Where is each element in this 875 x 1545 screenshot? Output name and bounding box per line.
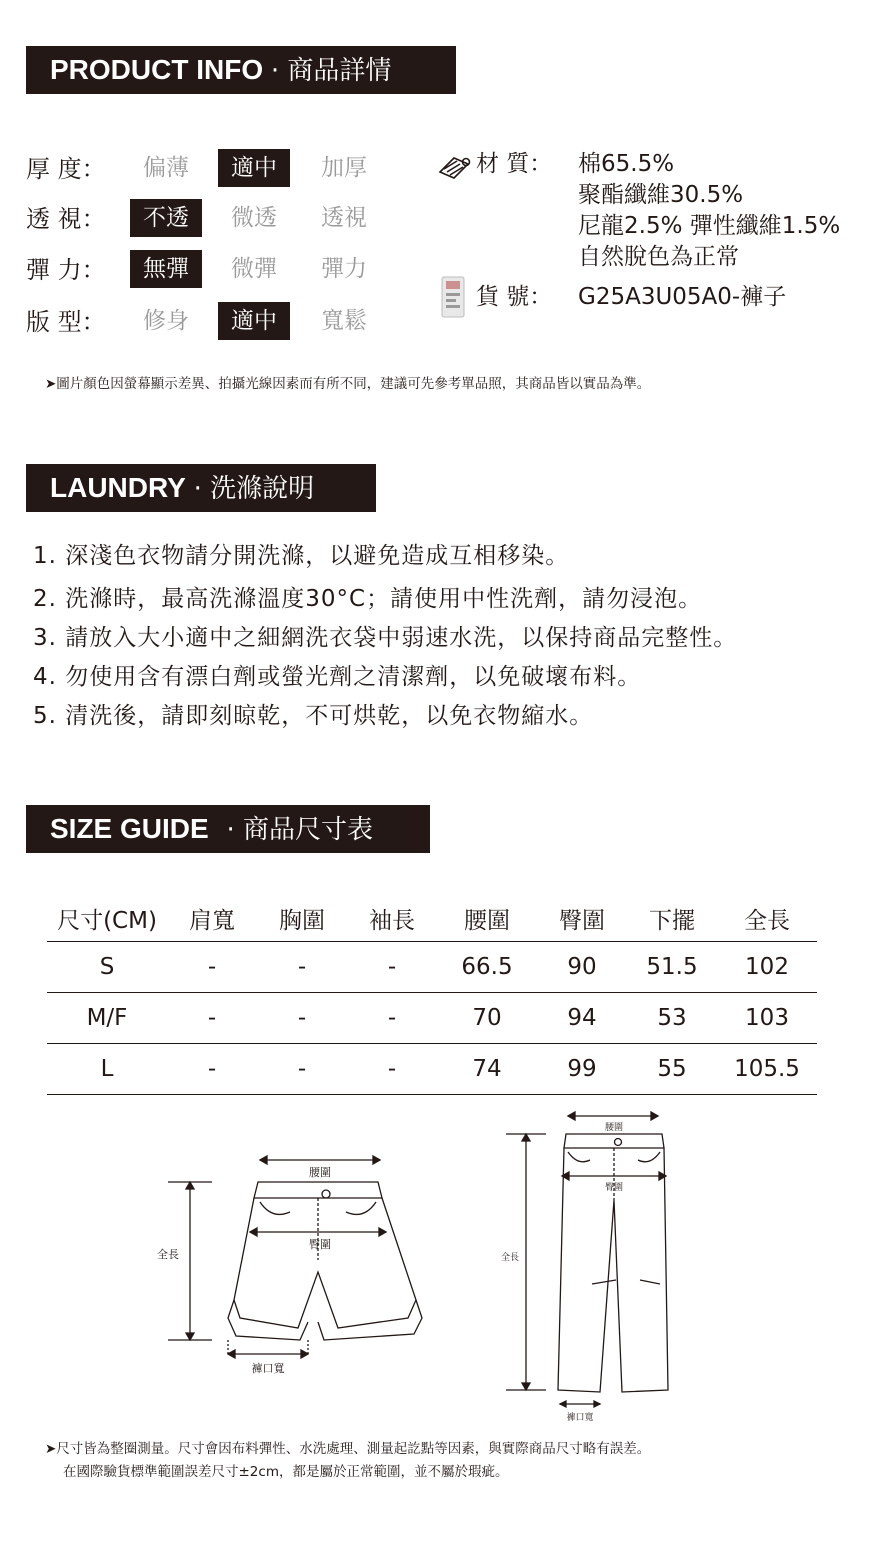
table-cell: 105.5 bbox=[717, 1044, 817, 1095]
shorts-waist-label: 腰圍 bbox=[309, 1166, 331, 1179]
laundry-banner bbox=[26, 464, 376, 512]
attribute-option: 偏薄 bbox=[143, 155, 189, 181]
size-table-header-cell: 腰圍 bbox=[437, 895, 537, 942]
table-cell: 103 bbox=[717, 993, 817, 1044]
shorts-diagram bbox=[140, 1140, 440, 1400]
size-note-line-2: 在國際驗貨標準範圍誤差尺寸±2cm，都是屬於正常範圍，並不屬於瑕疵。 bbox=[63, 1464, 509, 1480]
size-guide-banner bbox=[26, 805, 430, 853]
table-row bbox=[47, 942, 817, 993]
table-cell: 66.5 bbox=[437, 942, 537, 993]
table-cell: - bbox=[257, 993, 347, 1044]
shorts-hem-label: 褲口寬 bbox=[251, 1362, 285, 1375]
pants-hem-label: 褲口寬 bbox=[566, 1413, 594, 1423]
size-table-header-cell: 肩寬 bbox=[167, 895, 257, 942]
laundry-title-en: LAUNDRY bbox=[50, 472, 186, 503]
attribute-option: 微彈 bbox=[231, 256, 277, 282]
attribute-option-selected: 適中 bbox=[218, 149, 290, 187]
attribute-option: 修身 bbox=[143, 308, 189, 334]
table-cell: - bbox=[167, 942, 257, 993]
table-cell: M/F bbox=[47, 993, 167, 1044]
material-line-3: 尼龍2.5% 彈性纖維1.5% bbox=[578, 213, 841, 239]
laundry-item-5: 5. 清洗後，請即刻晾乾，不可烘乾，以免衣物縮水。 bbox=[33, 703, 594, 729]
table-cell: 99 bbox=[537, 1044, 627, 1095]
attribute-label: 透 視： bbox=[26, 205, 106, 233]
shorts-hip-label: 臀圍 bbox=[309, 1238, 331, 1251]
shorts-length-label: 全長 bbox=[157, 1248, 179, 1261]
size-table-header-cell: 下擺 bbox=[627, 895, 717, 942]
attribute-option-selected: 適中 bbox=[218, 302, 290, 340]
table-cell: 55 bbox=[627, 1044, 717, 1095]
table-cell: - bbox=[347, 993, 437, 1044]
size-guide-title-zh: · 商品尺寸表 bbox=[226, 815, 374, 845]
table-cell: - bbox=[167, 993, 257, 1044]
attribute-option-selected: 無彈 bbox=[130, 250, 202, 288]
table-cell: S bbox=[47, 942, 167, 993]
sku-label: 貨 號： bbox=[476, 284, 553, 310]
sku-value: G25A3U05A0-褲子 bbox=[578, 284, 787, 310]
thread-spool-icon bbox=[436, 152, 472, 180]
laundry-item-3: 3. 請放入大小適中之細網洗衣袋中弱速水洗，以保持商品完整性。 bbox=[33, 625, 738, 651]
product-info-title-zh: · 商品詳情 bbox=[270, 56, 392, 86]
table-cell: 51.5 bbox=[627, 942, 717, 993]
size-table-header-cell: 袖長 bbox=[347, 895, 437, 942]
table-row bbox=[47, 993, 817, 1044]
material-line-1: 棉65.5% bbox=[578, 151, 675, 177]
size-note-line-1: ➤尺寸皆為整圈測量。尺寸會因布料彈性、水洗處理、測量起訖點等因素，與實際商品尺寸略有誤差。 bbox=[45, 1441, 651, 1457]
material-line-4: 自然脫色為正常 bbox=[578, 244, 739, 270]
pants-waist-label: 腰圍 bbox=[604, 1123, 624, 1133]
size-table-header-cell: 全長 bbox=[717, 895, 817, 942]
pants-diagram bbox=[490, 1108, 690, 1428]
table-cell: - bbox=[347, 1044, 437, 1095]
table-cell: L bbox=[47, 1044, 167, 1095]
size-table-header bbox=[47, 895, 817, 942]
attribute-option-selected: 不透 bbox=[130, 199, 202, 237]
clothing-tag-icon bbox=[440, 275, 466, 319]
size-table-header-cell: 臀圍 bbox=[537, 895, 627, 942]
pants-length-label: 全長 bbox=[500, 1253, 520, 1263]
product-info-title-en: PRODUCT INFO bbox=[50, 54, 264, 85]
material-line-2: 聚酯纖維30.5% bbox=[578, 182, 744, 208]
size-table-header-cell: 尺寸(CM) bbox=[47, 895, 167, 942]
laundry-item-4: 4. 勿使用含有漂白劑或螢光劑之清潔劑，以免破壞布料。 bbox=[33, 664, 642, 690]
table-cell: - bbox=[257, 1044, 347, 1095]
attribute-option: 彈力 bbox=[321, 256, 367, 282]
table-cell: 53 bbox=[627, 993, 717, 1044]
material-label: 材 質： bbox=[476, 151, 553, 177]
laundry-item-2: 2. 洗滌時，最高洗滌溫度30°C；請使用中性洗劑，請勿浸泡。 bbox=[33, 586, 703, 612]
table-cell: - bbox=[257, 942, 347, 993]
table-cell: 70 bbox=[437, 993, 537, 1044]
attribute-option: 加厚 bbox=[321, 155, 367, 181]
table-cell: - bbox=[167, 1044, 257, 1095]
product-info-banner bbox=[26, 46, 456, 94]
attribute-option: 微透 bbox=[231, 205, 277, 231]
attribute-option: 透視 bbox=[321, 205, 367, 231]
product-note: ➤圖片顏色因螢幕顯示差異、拍攝光線因素而有所不同，建議可先參考單品照，其商品皆以實品為準。 bbox=[45, 376, 651, 392]
size-table-body bbox=[47, 942, 817, 1095]
table-cell: 90 bbox=[537, 942, 627, 993]
pants-hip-label: 臀圍 bbox=[604, 1183, 624, 1193]
table-cell: 102 bbox=[717, 942, 817, 993]
table-cell: - bbox=[347, 942, 437, 993]
table-cell: 94 bbox=[537, 993, 627, 1044]
size-table-header-cell: 胸圍 bbox=[257, 895, 347, 942]
attribute-option: 寬鬆 bbox=[321, 308, 367, 334]
size-table bbox=[47, 895, 817, 1095]
table-row bbox=[47, 1044, 817, 1095]
attribute-label: 厚 度： bbox=[26, 155, 106, 183]
attribute-label: 彈 力： bbox=[26, 256, 106, 284]
laundry-title-zh: · 洗滌說明 bbox=[193, 474, 315, 504]
size-guide-title-en: SIZE GUIDE bbox=[50, 813, 209, 844]
laundry-item-1: 1. 深淺色衣物請分開洗滌，以避免造成互相移染。 bbox=[33, 543, 570, 569]
table-cell: 74 bbox=[437, 1044, 537, 1095]
attribute-label: 版 型： bbox=[26, 308, 106, 336]
